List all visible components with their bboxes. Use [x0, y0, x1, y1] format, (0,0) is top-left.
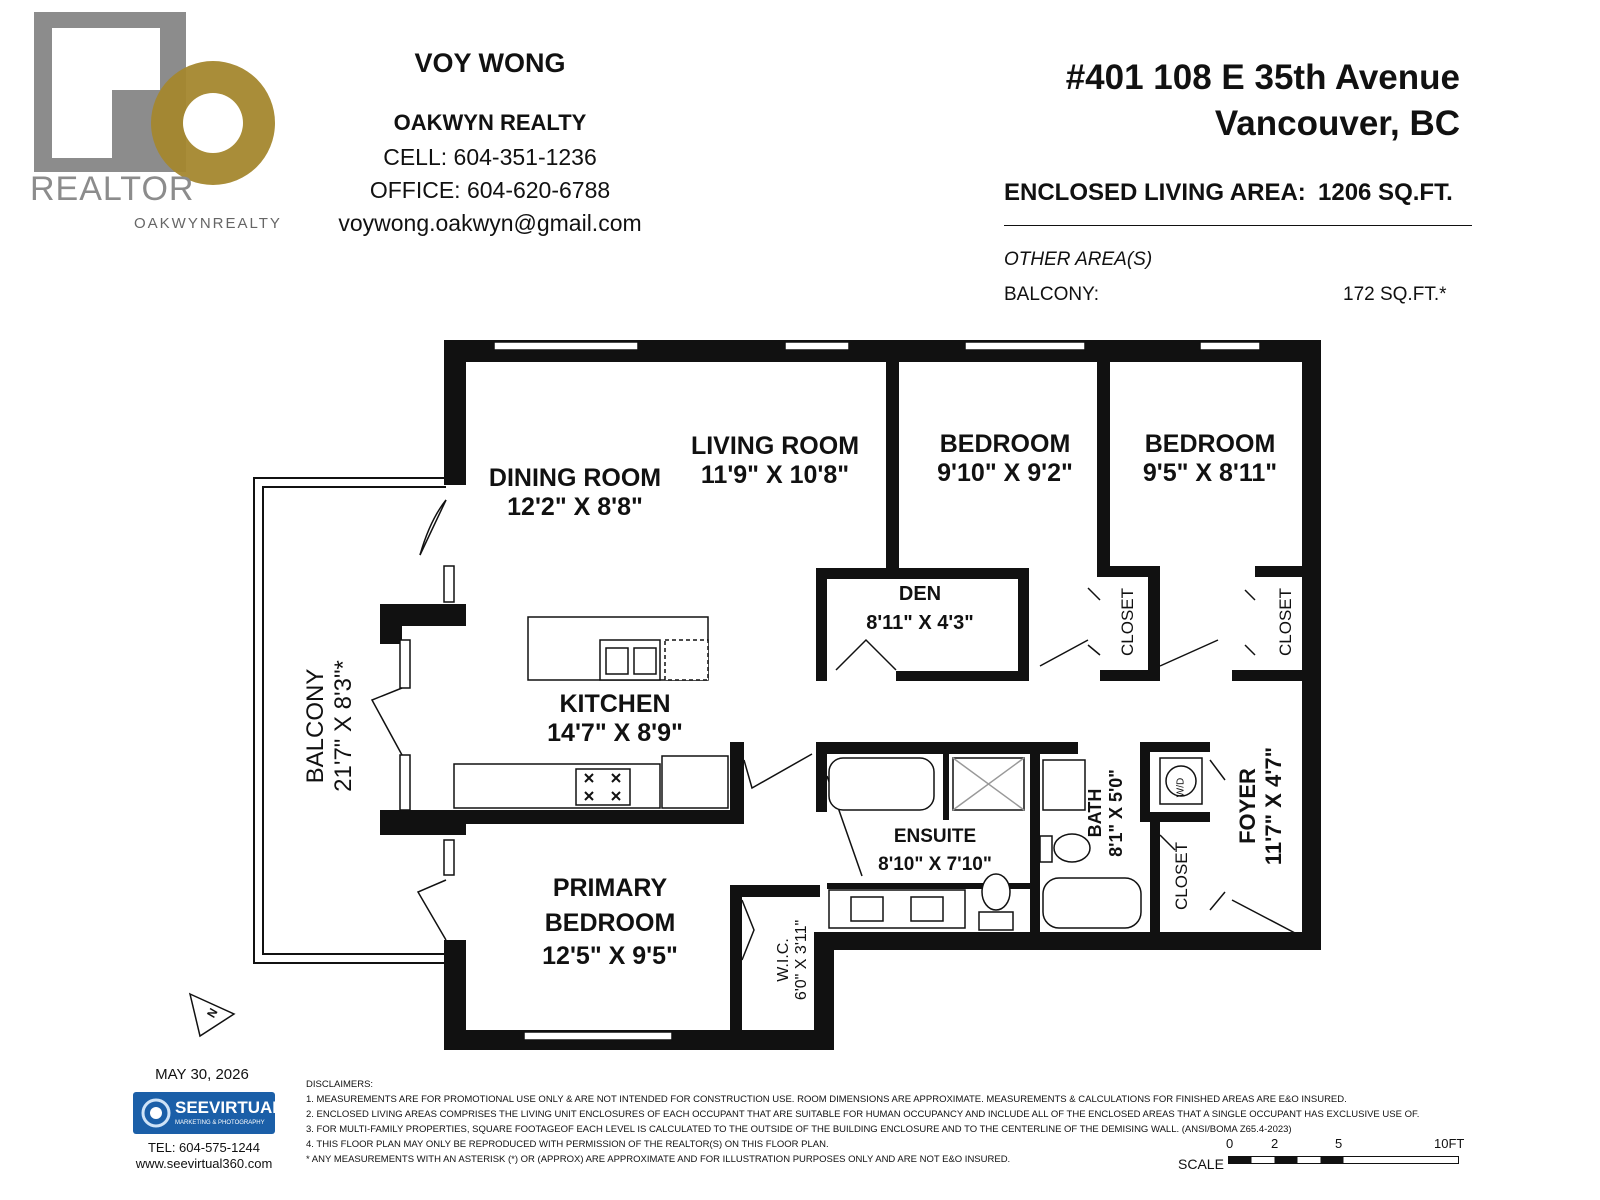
room-den [850, 583, 990, 635]
room-wic-name: W.I.C. [775, 938, 792, 982]
seevirtual-wordmark: SEEVIRTUAL [175, 1098, 283, 1117]
address-line-1: #401 108 E 35th Avenue [1065, 58, 1460, 97]
room-ensuite [860, 826, 1010, 876]
room-bath-name: BATH [1085, 788, 1105, 838]
room-wic-dims: 6'0" X 3'11" [793, 919, 810, 1001]
washer-dryer-label: W/D [1175, 777, 1187, 798]
closet-label-3: CLOSET [1172, 841, 1191, 911]
room-balcony [302, 626, 358, 826]
disclaimer-title: DISCLAIMERS: [306, 1079, 374, 1090]
scale-tick-0: 0 [1226, 1136, 1234, 1151]
room-primary-bedroom [510, 874, 710, 971]
scale-tick-2: 2 [1271, 1136, 1279, 1151]
room-bedroom-1 [920, 430, 1090, 488]
room-foyer-name: FOYER [1235, 768, 1260, 844]
agent-email[interactable]: voywong.oakwyn@gmail.com [338, 210, 642, 236]
room-bath [1085, 743, 1127, 883]
seevirtual-tagline: MARKETING & PHOTOGRAPHY [175, 1120, 265, 1126]
photographer-website[interactable]: www.seevirtual360.com [135, 1156, 273, 1171]
room-bedroom-2-name: BEDROOM [1144, 430, 1276, 458]
room-bedroom-2 [1125, 430, 1295, 488]
room-den-name: DEN [898, 583, 942, 605]
closet-label-2: CLOSET [1276, 587, 1295, 657]
room-ensuite-dims: 8'10" X 7'10" [878, 854, 992, 875]
room-ensuite-name: ENSUITE [893, 826, 977, 847]
compass [188, 992, 238, 1038]
address-line-2: Vancouver, BC [1214, 104, 1460, 143]
room-foyer-dims: 11'7" X 4'7" [1261, 746, 1286, 866]
room-primary-name-2: BEDROOM [544, 909, 676, 937]
room-living-dims: 11'9" X 10'8" [700, 461, 850, 489]
brokerage-wordmark: OAKWYNREALTY [134, 215, 282, 232]
disclaimer-4: 4. THIS FLOOR PLAN MAY ONLY BE REPRODUCED WITH PERMISSION OF THE REALTOR(S) ON THIS FLOOR PLAN. [306, 1139, 829, 1150]
scale-tick-10: 10FT [1434, 1136, 1465, 1151]
room-kitchen [520, 690, 710, 748]
scale-bar [1178, 1136, 1478, 1186]
room-dining-name: DINING ROOM [488, 464, 662, 492]
scale-tick-5: 5 [1335, 1136, 1343, 1151]
room-primary-name-1: PRIMARY [552, 874, 668, 902]
room-balcony-dims: 21'7" X 8'3"* [330, 660, 357, 792]
room-bedroom-1-dims: 9'10" X 9'2" [937, 459, 1073, 487]
agent-company: OAKWYN REALTY [393, 110, 587, 135]
room-primary-dims: 12'5" X 9'5" [542, 942, 678, 970]
room-foyer [1235, 721, 1287, 891]
room-dining-dims: 12'2" X 8'8" [507, 493, 643, 521]
room-balcony-name: BALCONY [302, 668, 329, 784]
realtor-wordmark: REALTOR [30, 170, 195, 208]
scale-label: SCALE [1178, 1156, 1224, 1172]
room-bedroom-2-dims: 9'5" X 8'11" [1142, 459, 1278, 487]
room-bath-dims: 8'1" X 5'0" [1106, 769, 1126, 857]
other-areas-heading: OTHER AREA(S) [1004, 249, 1153, 270]
balcony-area-label: BALCONY: [1004, 284, 1100, 305]
agent-office: OFFICE: 604-620-6788 [369, 177, 611, 203]
disclaimer-5: * ANY MEASUREMENTS WITH AN ASTERISK (*) OR (APPROX) ARE APPROXIMATE AND FOR ILLUSTRATION PURPOSES ONLY AND ARE NOT E&O INSURED. [306, 1154, 1011, 1165]
disclaimer-1: 1. MEASUREMENTS ARE FOR PROMOTIONAL USE ONLY & ARE NOT INTENDED FOR CONSTRUCTION USE. ROOM DIMENSIONS ARE APPROXIMATE. MEASUREMENTS & CALCULATIONS FOR FINISHED AREAS ARE E&O INSURED. [306, 1094, 1347, 1105]
closet-label-1: CLOSET [1118, 587, 1137, 657]
room-wic [775, 895, 811, 1025]
balcony-area-value: 172 SQ.FT.* [1343, 284, 1447, 305]
disclaimer-2: 2. ENCLOSED LIVING AREAS COMPRISES THE LIVING UNIT ENCLOSURES OF EACH OCCUPANT THAT ARE SUITABLE FOR HUMAN OCCUPANCY AND INCLUDE ALL OF THE ENCLOSED AREAS THAT A SINGLE OCCUPANT HAS EXCLUSIVE USE OF. [306, 1109, 1420, 1120]
disclaimer-3: 3. FOR MULTI-FAMILY PROPERTIES, SQUARE FOOTAGEOF EACH LEVEL IS CALCULATED TO THE OUTSIDE OF THE BUILDING ENCLOSURE AND TO THE CENTERLINE OF THE DEMISING WALL. (ANSI/BOMA Z65.4-2023) [306, 1124, 1292, 1135]
room-dining [480, 464, 670, 522]
photographer-phone: TEL: 604-575-1244 [147, 1140, 261, 1155]
plan-date: MAY 30, 2026 [155, 1066, 249, 1083]
agent-name: VOY WONG [414, 48, 566, 78]
room-kitchen-dims: 14'7" X 8'9" [547, 719, 683, 747]
room-den-dims: 8'11" X 4'3" [866, 612, 974, 634]
room-living-name: LIVING ROOM [690, 432, 860, 460]
room-bedroom-1-name: BEDROOM [939, 430, 1071, 458]
enclosed-area-value: 1206 SQ.FT. [1318, 179, 1453, 206]
room-living [680, 432, 870, 490]
room-kitchen-name: KITCHEN [559, 690, 671, 718]
seevirtual-swirl-icon [139, 1097, 173, 1129]
compass-label: N [204, 1005, 221, 1021]
enclosed-area-label: ENCLOSED LIVING AREA: [1004, 179, 1306, 206]
agent-cell: CELL: 604-351-1236 [383, 144, 597, 170]
seevirtual-logo [133, 1092, 283, 1134]
scale-bar-graphic [1228, 1154, 1460, 1166]
